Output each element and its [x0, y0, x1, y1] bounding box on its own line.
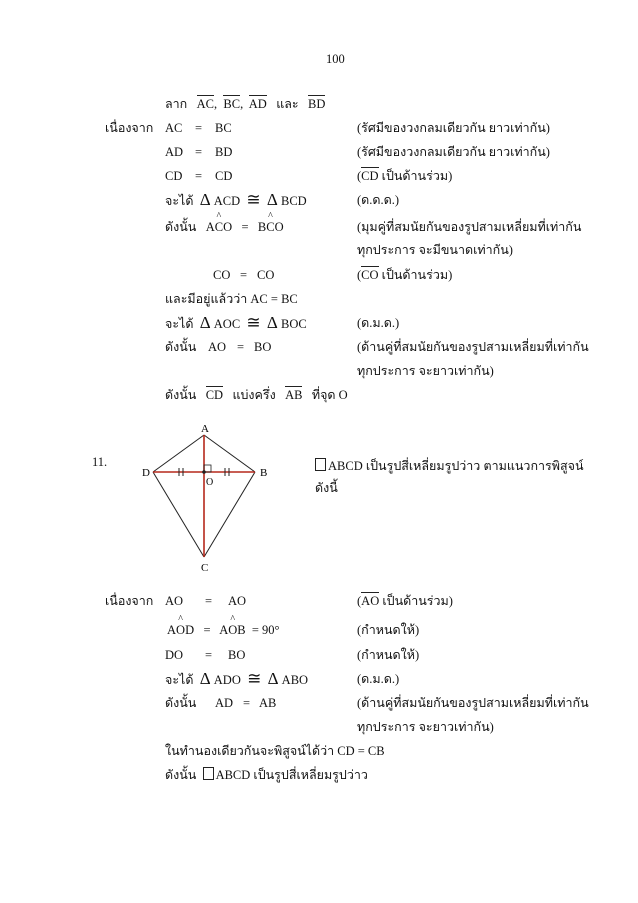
segment-ad: AD	[248, 97, 267, 111]
similar-proof: ในทำนองเดียวกันจะพิสูจน์ได้ว่า CD = CB	[165, 744, 385, 758]
reason-3: (CD เป็นด้านร่วม)	[357, 169, 453, 183]
reason-9a: (ด้านคู่ที่สมนัยกันของรูปสามเหลี่ยมที่เท่ากัน	[357, 340, 589, 354]
stmt-do: DO	[165, 648, 184, 662]
segment-cd: CD	[361, 169, 379, 183]
given-ac-bc: และมีอยู่แล้วว่า AC = BC	[165, 292, 298, 306]
segment-co: CO	[361, 268, 379, 282]
so-label: ดังนั้น	[165, 696, 197, 710]
segment-bd: BD	[308, 97, 326, 111]
reason-1: (รัศมีของวงกลมเดียวกัน ยาวเท่ากัน)	[357, 121, 550, 135]
stmt-ab: AB	[259, 696, 277, 710]
triangle-symbol: Δ	[267, 669, 279, 688]
kite-figure	[140, 423, 280, 575]
stmt-eq: =	[243, 696, 251, 710]
stmt-bc: BC	[215, 121, 232, 135]
stmt-bd: BD	[215, 145, 233, 159]
segment-cd: CD	[205, 388, 224, 402]
stmt-co-2: CO	[257, 268, 275, 282]
angle-vertex: ^ C	[266, 220, 274, 235]
conclusion-bisect: ดังนั้น CD แบ่งครึ่ง AB ที่จุด O	[165, 388, 348, 402]
triangle-symbol: Δ	[266, 190, 278, 209]
reason-s2: (กำหนดให้)	[357, 623, 420, 637]
reason-s1: (AO เป็นด้านร่วม)	[357, 594, 453, 608]
congruent-symbol: ≅	[246, 313, 261, 332]
angle-vertex: ^ C	[215, 220, 223, 235]
stmt-eq: =	[195, 121, 203, 135]
triangle-symbol: Δ	[266, 313, 278, 332]
problem-number: 11.	[92, 455, 108, 469]
text-draw: ลาก	[165, 97, 188, 111]
label-d: D	[142, 467, 150, 479]
reason-5b: ทุกประการ จะมีขนาดเท่ากัน)	[357, 243, 513, 257]
stmt-ao: AO	[165, 594, 184, 608]
problem-statement-2: ดังนี้	[315, 481, 338, 495]
reason-s4: (ด.ม.ด.)	[357, 672, 400, 686]
stmt-ad: AD	[165, 145, 184, 159]
stmt-ad: AD	[215, 696, 234, 710]
congruence-acd-bcd: จะได้ Δ ACD ≅ Δ BCD	[165, 190, 307, 209]
stmt-co: CO	[213, 268, 231, 282]
triangle-symbol: Δ	[199, 669, 211, 688]
label-c: C	[201, 562, 209, 574]
segment-ao: AO	[361, 594, 380, 608]
stmt-eq: =	[195, 145, 203, 159]
stmt-bo: BO	[254, 340, 272, 354]
reason-6: (CO เป็นด้านร่วม)	[357, 268, 453, 282]
stmt-eq: =	[205, 594, 213, 608]
segment-ac: AC	[196, 97, 214, 111]
problem-statement: ABCD เป็นรูปสี่เหลี่ยมรูปว่าว ตามแนวการพิสูจน์	[315, 458, 584, 474]
reason-9b: ทุกประการ จะยาวเท่ากัน)	[357, 364, 494, 378]
segment-bc: BC	[223, 97, 241, 111]
reason-8: (ด.ม.ด.)	[357, 316, 400, 330]
so-label: ดังนั้น	[165, 340, 197, 354]
angle-equality: ดังนั้น A^ CO = B^ CO	[165, 220, 284, 235]
congruence-ado-abo: จะได้ Δ ADO ≅ Δ ABO	[165, 669, 309, 688]
stmt-bo: BO	[228, 648, 246, 662]
reason-5a: (มุมคู่ที่สมนัยกันของรูปสามเหลี่ยมที่เท่ากัน	[357, 220, 582, 234]
triangle-symbol: Δ	[199, 313, 211, 332]
quadrilateral-symbol	[203, 767, 214, 780]
final-conclusion: ดังนั้น ABCD เป็นรูปสี่เหลี่ยมรูปว่าว	[165, 768, 368, 782]
reason-s5a: (ด้านคู่ที่สมนัยกันของรูปสามเหลี่ยมที่เท่ากัน	[357, 696, 589, 710]
point-o	[202, 470, 206, 474]
text-and: และ	[276, 97, 299, 111]
stmt-eq: =	[205, 648, 213, 662]
stmt-eq: =	[240, 268, 248, 282]
stmt-cd-2: CD	[215, 169, 233, 183]
right-angle-equality: A^ OD = A^ OB = 90°	[167, 623, 280, 638]
stmt-ac: AC	[165, 121, 183, 135]
stmt-cd: CD	[165, 169, 183, 183]
angle-vertex: ^ O	[176, 623, 185, 638]
page-number: 100	[326, 52, 345, 66]
reason-s5b: ทุกประการ จะยาวเท่ากัน)	[357, 720, 494, 734]
quadrilateral-symbol	[315, 458, 326, 471]
construction-line: ลาก AC, BC, AD และ BD	[165, 97, 326, 111]
congruent-symbol: ≅	[246, 190, 261, 209]
reason-2: (รัศมีของวงกลมเดียวกัน ยาวเท่ากัน)	[357, 145, 550, 159]
stmt-ao: AO	[208, 340, 227, 354]
congruent-symbol: ≅	[247, 669, 262, 688]
side-dc	[153, 472, 204, 557]
since-label: เนื่องจาก	[105, 121, 154, 135]
angle-vertex: ^ O	[228, 623, 237, 638]
label-b: B	[260, 467, 268, 479]
congruence-aoc-boc: จะได้ Δ AOC ≅ Δ BOC	[165, 313, 307, 332]
label-a: A	[201, 423, 209, 435]
stmt-eq: =	[237, 340, 245, 354]
reason-s3: (กำหนดให้)	[357, 648, 420, 662]
side-ad	[153, 435, 204, 472]
stmt-ao-2: AO	[228, 594, 247, 608]
stmt-eq: =	[195, 169, 203, 183]
segment-ab: AB	[285, 388, 303, 402]
side-ab	[204, 435, 255, 472]
since-label: เนื่องจาก	[105, 594, 154, 608]
label-o: O	[206, 477, 214, 488]
triangle-symbol: Δ	[199, 190, 211, 209]
reason-4: (ด.ด.ด.)	[357, 193, 400, 207]
